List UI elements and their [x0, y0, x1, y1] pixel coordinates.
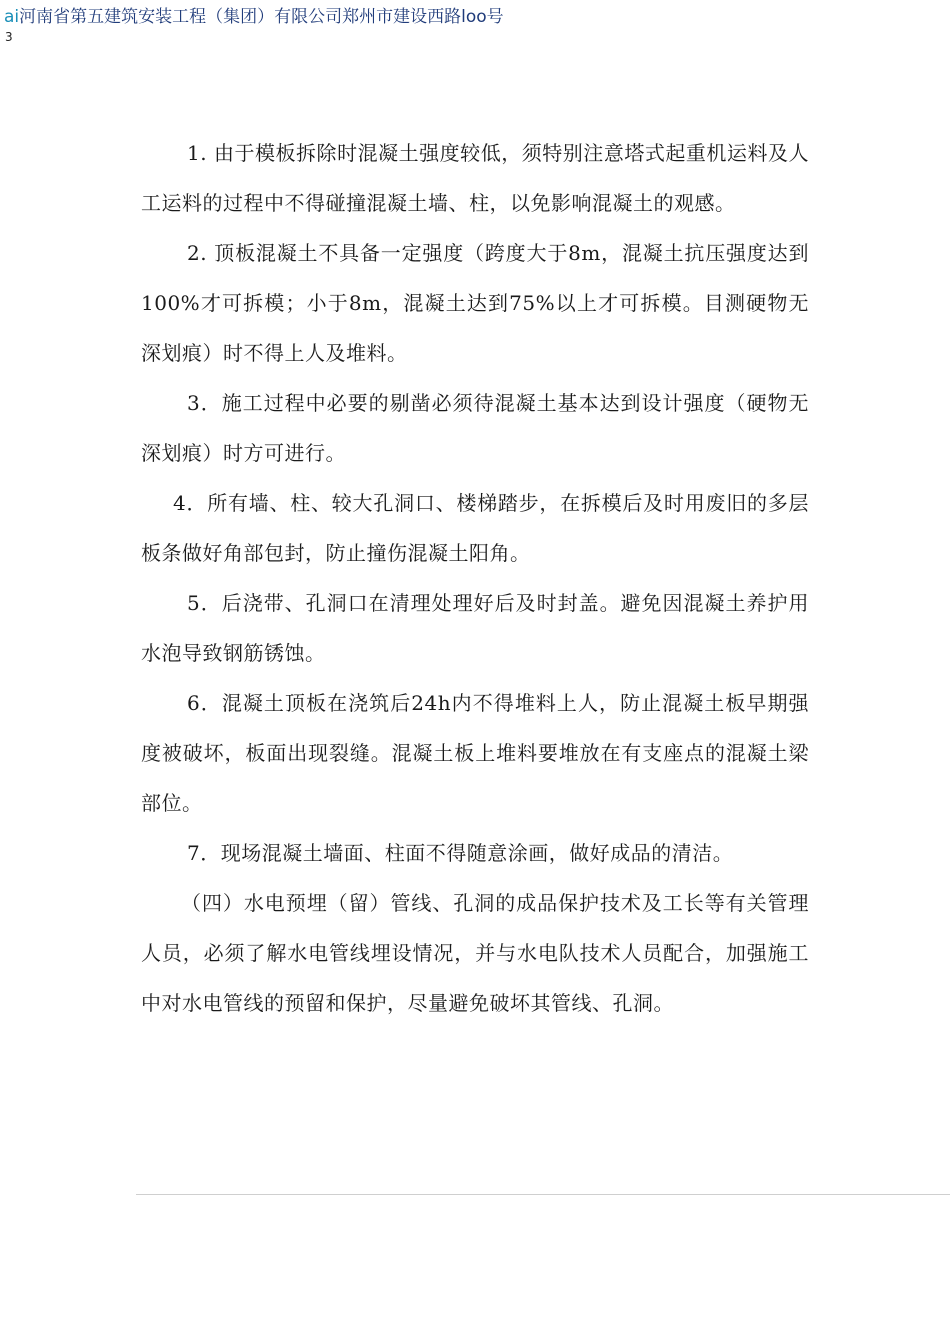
- paragraph-2: 2. 顶板混凝土不具备一定强度（跨度大于8m，混凝土抗压强度达到100%才可拆模；小于8m，混凝土达到75%以上才可拆模。目测硬物无深划痕）时不得上人及堆料。: [141, 241, 809, 365]
- document-body: [141, 128, 809, 1028]
- paragraph-6: 6．混凝土顶板在浇筑后24h内不得堆料上人，防止混凝土板早期强度被破坏，板面出现裂缝。混凝土板上堆料要堆放在有支座点的混凝土梁部位。: [141, 691, 809, 815]
- header-text: 河南省第五建筑安装工程（集团）有限公司郑州市建设西路loo号: [19, 7, 504, 27]
- paragraph-1: 1. 由于模板拆除时混凝土强度较低，须特别注意塔式起重机运料及人工运料的过程中不得碰撞混凝土墙、柱，以免影响混凝土的观感。: [141, 141, 809, 215]
- company-logo: ai: [4, 7, 20, 27]
- paragraph-4: 4．所有墙、柱、较大孔洞口、楼梯踏步，在拆模后及时用废旧的多层板条做好角部包封，防止撞伤混凝土阳角。: [141, 491, 809, 565]
- paragraph-7: 7．现场混凝土墙面、柱面不得随意涂画，做好成品的清洁。: [187, 841, 734, 865]
- page-number: 3: [5, 30, 13, 44]
- document-header: [4, 6, 504, 28]
- paragraph-3: 3．施工过程中必要的剔凿必须待混凝土基本达到设计强度（硬物无深划痕）时方可进行。: [141, 391, 809, 465]
- paragraph-5: 5．后浇带、孔洞口在清理处理好后及时封盖。避免因混凝土养护用水泡导致钢筋锈蚀。: [141, 591, 809, 665]
- paragraph-section-4: （四）水电预埋（留）管线、孔洞的成品保护技术及工长等有关管理人员，必须了解水电管线埋设情况，并与水电队技术人员配合，加强施工中对水电管线的预留和保护，尽量避免破坏其管线、孔洞。: [141, 891, 809, 1015]
- footer-divider: [136, 1194, 950, 1195]
